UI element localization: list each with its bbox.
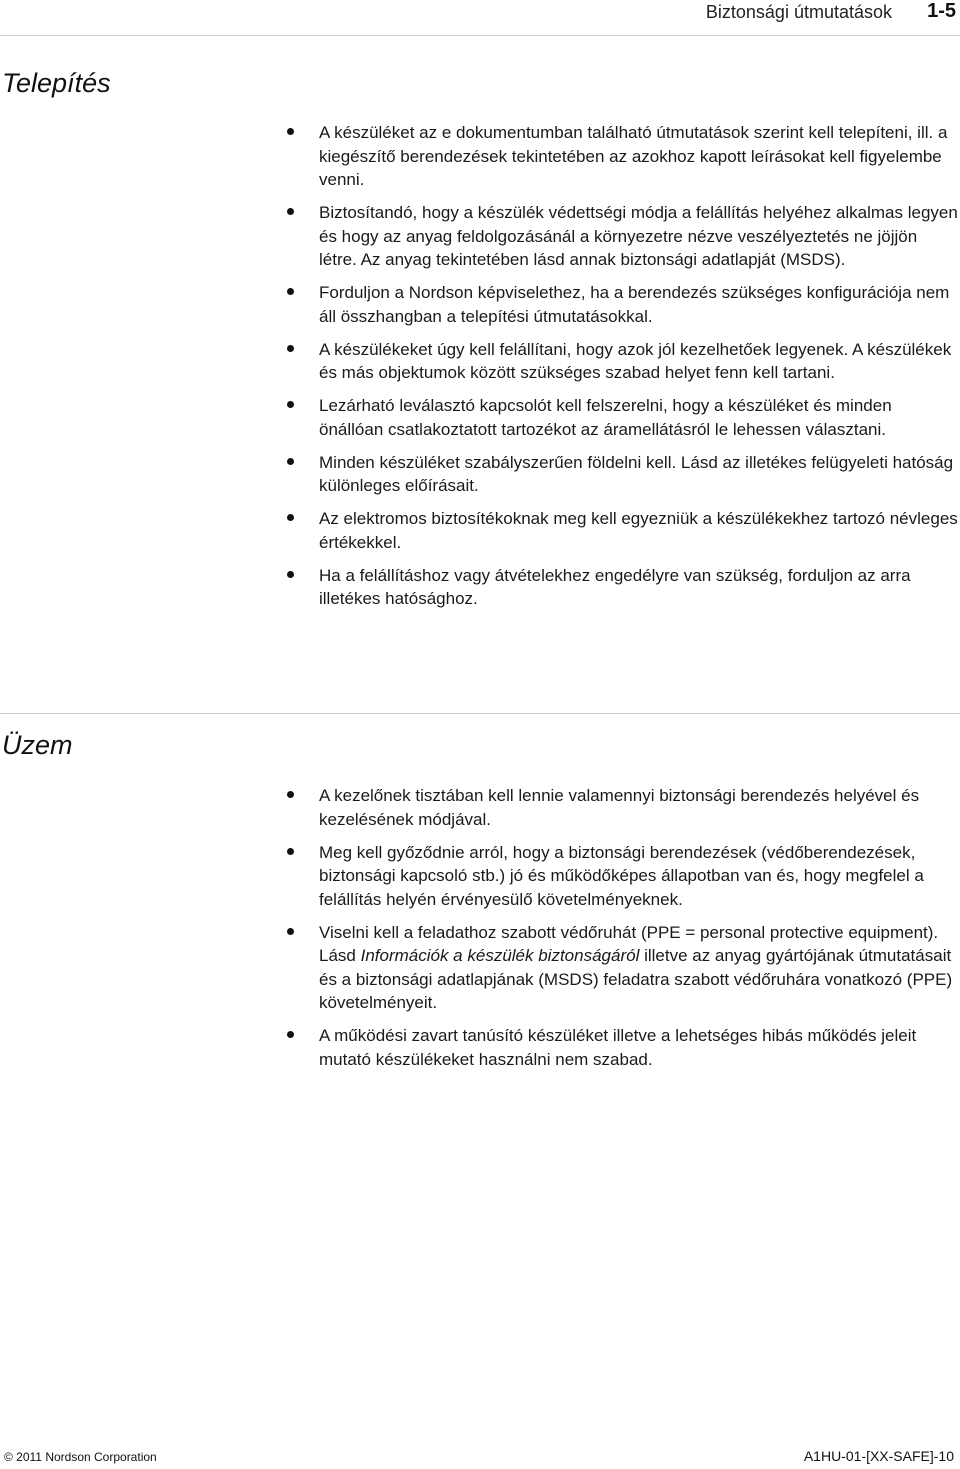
list-item: Ha a felállításhoz vagy átvételekhez engedélyre van szükség, forduljon az arra illetékes hatósághoz. <box>319 564 959 611</box>
copyright-notice: © 2011 Nordson Corporation <box>4 1450 157 1464</box>
list-item: A kezelőnek tisztában kell lennie valamennyi biztonsági berendezés helyével és kezelésének módjával. <box>319 784 959 831</box>
document-id: A1HU-01-[XX-SAFE]-10 <box>803 1448 954 1464</box>
section-divider <box>0 713 960 714</box>
cross-reference-title: Információk a készülék biztonságáról <box>360 946 640 965</box>
list-item: A működési zavart tanúsító készüléket illetve a lehetséges hibás működés jeleit mutató készülékeket használni nem szabad. <box>319 1024 959 1071</box>
list-item <box>319 921 959 1015</box>
list-item: Biztosítandó, hogy a készülék védettségi módja a felállítás helyéhez alkalmas legyen és hogy az anyag feldolgozásánál a környezetre nézve veszélyeztetés ne jöjjön létre. Az anyag tekintetében lásd annak biztonsági adatlapját (MSDS). <box>319 201 959 272</box>
header-divider <box>0 35 960 36</box>
header-title: Biztonsági útmutatások <box>705 2 892 22</box>
list-item: Minden készüléket szabályszerűen földelni kell. Lásd az illetékes felügyeleti hatóság különleges előírásait. <box>319 451 959 498</box>
list-item-text: Viselni kell a feladathoz szabott védőruhát (PPE = personal protective equipment). Lásd <box>319 922 939 965</box>
list-item: Az elektromos biztosítékoknak meg kell egyezniük a készülékekhez tartozó névleges értékekkel. <box>319 507 959 554</box>
list-item: A készülékeket úgy kell felállítani, hogy azok jól kezelhetőek legyenek. A készülékek és más objektumok között szükséges szabad helyet fenn kell tartani. <box>319 338 959 385</box>
list-item: Lezárható leválasztó kapcsolót kell felszerelni, hogy a készüléket és minden önállóan csatlakoztatott tartozékot az áramellátásról le lehessen választani. <box>319 394 959 441</box>
operation-list <box>319 784 959 1081</box>
page-number: 1-5 <box>927 0 956 22</box>
list-item: Forduljon a Nordson képviselethez, ha a berendezés szükséges konfigurációja nem áll összhangban a telepítési útmutatásokkal. <box>319 281 959 328</box>
section-title-operation: Üzem <box>2 730 73 760</box>
page-header <box>0 0 960 26</box>
installation-list <box>319 121 959 620</box>
list-item: Meg kell győződnie arról, hogy a biztonsági berendezések (védőberendezések, biztonsági kapcsoló stb.) jó és működőképes állapotban van és, hogy megfelel a felállítás helyén érvényesülő követelményeknek. <box>319 841 959 912</box>
list-item-text: illetve az anyag gyártójának útmutatásait és a biztonsági adatlapjának (MSDS) feladatra szabott védőruhára vonatkozó (PPE) követelményeit. <box>319 946 953 1012</box>
list-item: A készüléket az e dokumentumban található útmutatások szerint kell telepíteni, ill. a kiegészítő berendezések tekintetében az azokhoz kapott leírásokat kell figyelembe venni. <box>319 121 959 192</box>
section-title-installation: Telepítés <box>2 68 111 98</box>
